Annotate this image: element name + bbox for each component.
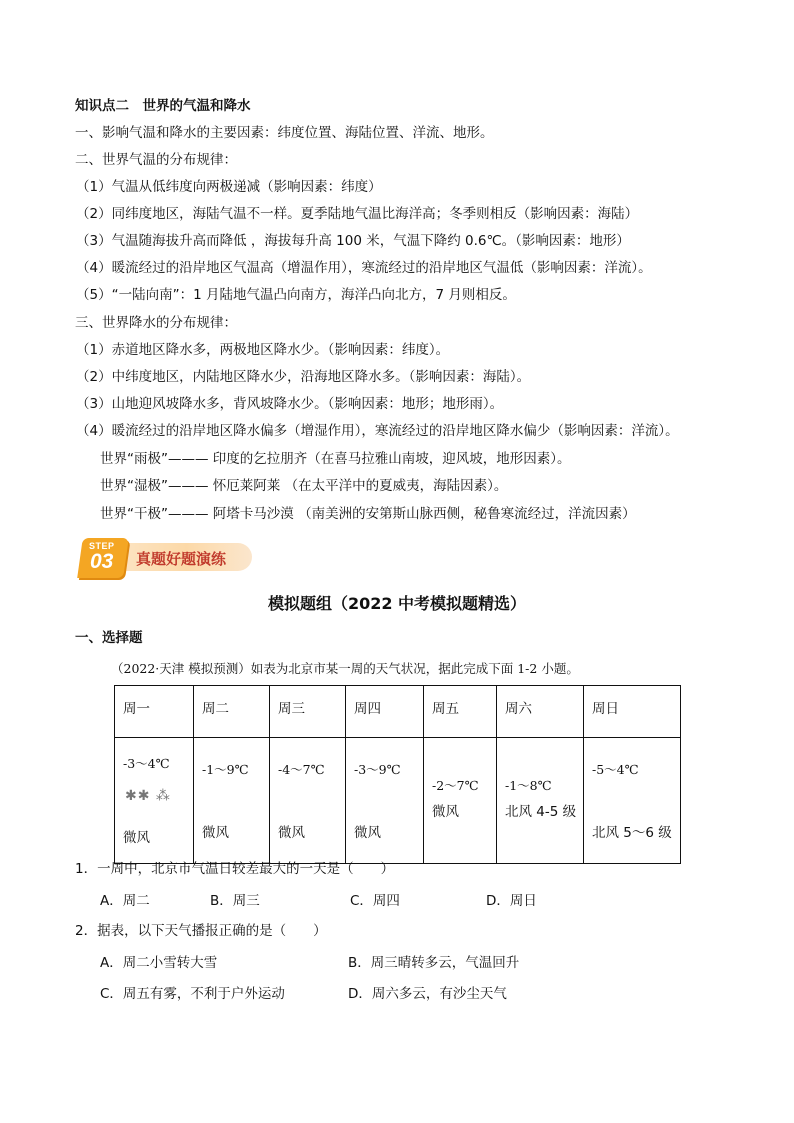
wind: 微风	[123, 830, 150, 846]
option[interactable]: B．周三	[210, 893, 260, 909]
temperature: -3～4℃	[123, 756, 170, 771]
day-header: 周六	[497, 686, 584, 738]
weather-table	[114, 685, 681, 864]
wind: 微风	[432, 804, 459, 820]
temperature: -4～7℃	[278, 762, 325, 777]
temperature: -1～8℃	[505, 778, 552, 793]
knowledge-line: （1）赤道地区降水多，两极地区降水少。（影响因素：纬度）。	[76, 342, 450, 358]
wind: 北风 4-5 级	[505, 804, 577, 820]
table-header-row	[115, 686, 681, 738]
section-title: 模拟题组（2022 中考模拟题精选）	[267, 594, 527, 613]
question-stem: 1．一周中，北京市气温日较差最大的一天是（ ）	[75, 861, 395, 877]
option[interactable]: A．周二	[100, 893, 150, 909]
option[interactable]: A．周二小雪转大雪	[100, 955, 218, 971]
knowledge-line: 一、影响气温和降水的主要因素：纬度位置、海陆位置、洋流、地形。	[75, 125, 494, 141]
day-header: 周日	[584, 686, 681, 738]
knowledge-title: 知识点二 世界的气温和降水	[75, 98, 251, 114]
part-title: 一、选择题	[75, 630, 143, 646]
question-intro: （2022·天津 模拟预测）如表为北京市某一周的天气状况，据此完成下面 1-2 小题。	[111, 661, 579, 676]
snow-icon: ✱✱ ⁂	[125, 788, 171, 804]
question-stem: 2．据表，以下天气播报正确的是（ ）	[75, 923, 327, 939]
knowledge-line: 二、世界气温的分布规律：	[75, 152, 237, 168]
knowledge-line: 三、世界降水的分布规律：	[75, 315, 237, 331]
extreme-line: 世界“干极”——— 阿塔卡马沙漠 （南美洲的安第斯山脉西侧，秘鲁寒流经过，洋流因素）	[100, 506, 636, 522]
extreme-line: 世界“雨极”——— 印度的乞拉朋齐（在喜马拉雅山南坡，迎风坡，地形因素）。	[100, 451, 571, 467]
day-cell	[424, 738, 497, 864]
step-title: 真题好题演练	[136, 550, 227, 568]
option[interactable]: D．周六多云，有沙尘天气	[348, 986, 507, 1002]
day-cell	[115, 738, 194, 864]
day-header: 周五	[424, 686, 497, 738]
wind: 北风 5～6 级	[592, 825, 672, 841]
day-cell	[194, 738, 270, 864]
temperature: -1～9℃	[202, 762, 249, 777]
day-cell	[270, 738, 346, 864]
step-word: STEP	[89, 541, 115, 551]
knowledge-line: （1）气温从低纬度向两极递减（影响因素：纬度）	[76, 179, 382, 195]
day-cell	[497, 738, 584, 864]
table-row	[115, 738, 681, 864]
option[interactable]: D．周日	[486, 893, 537, 909]
day-header: 周三	[270, 686, 346, 738]
step-badge	[80, 538, 252, 580]
day-header: 周一	[115, 686, 194, 738]
knowledge-line: （2）同纬度地区，海陆气温不一样。夏季陆地气温比海洋高；冬季则相反（影响因素：海陆）	[76, 206, 639, 222]
knowledge-line: （5）“一陆向南”：1 月陆地气温凸向南方，海洋凸向北方，7 月则相反。	[76, 287, 516, 303]
knowledge-line: （3）山地迎风坡降水多，背风坡降水少。（影响因素：地形；地形雨）。	[76, 396, 504, 412]
step-number: 03	[90, 550, 114, 573]
knowledge-line: （3）气温随海拔升高而降低 ，海拔每升高 100 米，气温下降约 0.6℃。（影响因素：地形）	[76, 233, 630, 249]
wind: 微风	[354, 825, 381, 841]
day-header: 周二	[194, 686, 270, 738]
extreme-line: 世界“湿极”——— 怀厄莱阿莱 （在太平洋中的夏威夷，海陆因素）。	[100, 478, 508, 494]
option[interactable]: C．周四	[350, 893, 400, 909]
option[interactable]: B．周三晴转多云，气温回升	[348, 955, 520, 971]
knowledge-line: （4）暖流经过的沿岸地区降水偏多（增湿作用），寒流经过的沿岸地区降水偏少（影响因素：洋流）。	[76, 423, 679, 439]
temperature: -5～4℃	[592, 762, 639, 777]
knowledge-line: （4）暖流经过的沿岸地区气温高（增温作用），寒流经过的沿岸地区气温低（影响因素：洋流）。	[76, 260, 652, 276]
wind: 微风	[278, 825, 305, 841]
day-cell	[346, 738, 424, 864]
day-cell	[584, 738, 681, 864]
option[interactable]: C．周五有雾，不利于户外运动	[100, 986, 285, 1002]
knowledge-line: （2）中纬度地区，内陆地区降水少，沿海地区降水多。（影响因素：海陆）。	[76, 369, 531, 385]
wind: 微风	[202, 825, 229, 841]
day-header: 周四	[346, 686, 424, 738]
temperature: -3～9℃	[354, 762, 401, 777]
temperature: -2～7℃	[432, 778, 479, 793]
